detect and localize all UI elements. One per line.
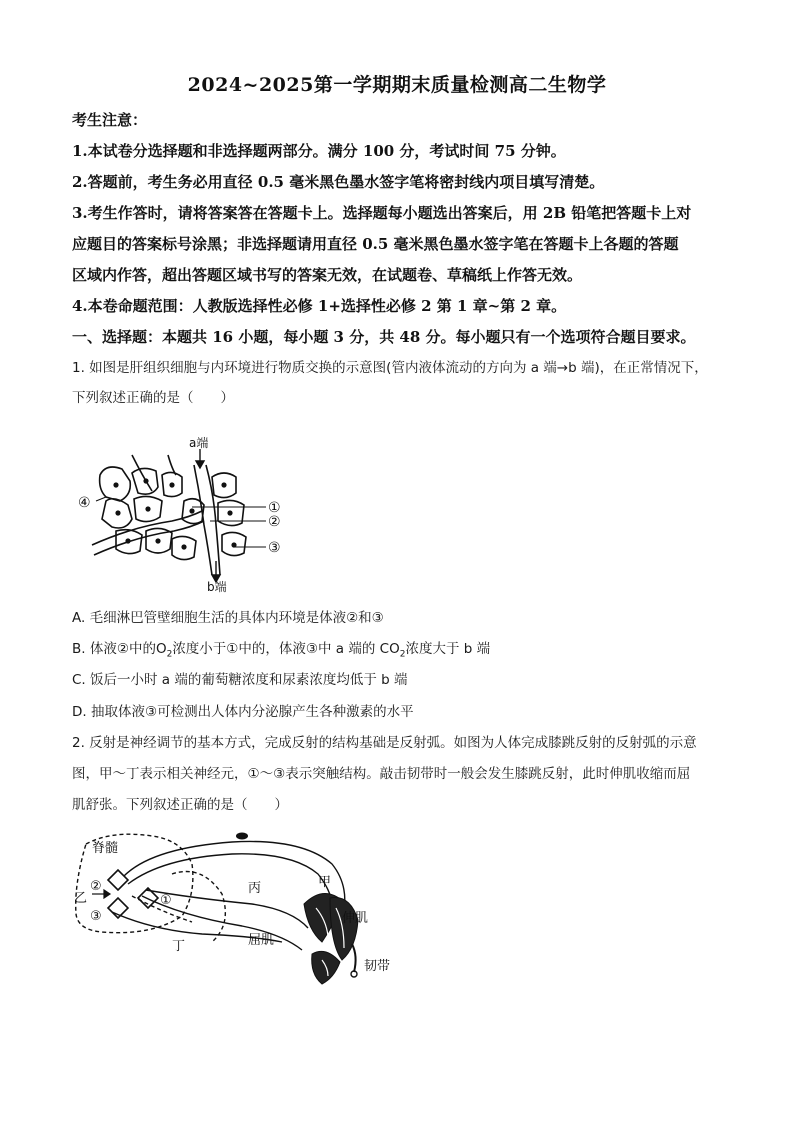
label-extensor: 伸肌 (342, 911, 369, 926)
notice-item-2: 2.答题前，考生务必用直径 0.5 毫米黑色墨水签字笔将密封线内项目填写清楚。 (72, 173, 605, 191)
label-a-end: a端 (189, 436, 209, 450)
notice-item-3-cont: 应题目的答案标号涂黑；非选择题请用直径 0.5 毫米黑色墨水签字笔在答题卡上各题的答题 (72, 235, 679, 253)
notice-item-3-cont2: 区域内作答，超出答题区域书写的答案无效，在试题卷、草稿纸上作答无效。 (72, 266, 583, 284)
label-neuron-bing: 丙 (248, 881, 262, 896)
label-3: ③ (268, 540, 281, 556)
section-heading: 一、选择题：本题共 16 小题，每小题 3 分，共 48 分。每小题只有一个选项符合题目要求。 (72, 328, 696, 346)
q1-option-b: B. 体液②中的$O_2$浓度小于①中的，体液③中 a 端的 $CO_2$浓度大于 b 端 (72, 641, 491, 660)
notice-heading: 考生注意： (72, 111, 148, 129)
label-neuron-ding: 丁 (172, 939, 186, 954)
label-2: ② (268, 514, 281, 530)
q2-stem-line1: 2. 反射是神经调节的基本方式，完成反射的结构基础是反射弧。如图为人体完成膝跳反射的反射弧的示意 (72, 735, 697, 751)
notice-item-1: 1.本试卷分选择题和非选择题两部分。满分 100 分，考试时间 75 分钟。 (72, 142, 566, 160)
label-neuron-yi: 乙 (74, 891, 88, 906)
q1-stem-line1: 1. 如图是肝组织细胞与内环境进行物质交换的示意图(管内液体流动的方向为 a 端→b 端)，在正常情况下， (72, 360, 708, 376)
label-flexor: 屈肌 (248, 933, 275, 948)
q2-stem-line3: 肌舒张。下列叙述正确的是（ ） (72, 797, 288, 813)
q1-stem-line2: 下列叙述正确的是（ ） (72, 390, 234, 406)
label-neuron-jia: 甲 (318, 875, 332, 890)
notice-item-3: 3.考生作答时，请将答案答在答题卡上。选择题每小题选出答案后，用 2B 铅笔把答题卡上对 (72, 204, 692, 222)
label-spinal-cord: 脊髓 (92, 841, 119, 856)
label-1: ① (268, 500, 281, 516)
label-synapse-2: ② (90, 879, 102, 894)
label-synapse-1: ① (160, 893, 172, 908)
label-4: ④ (78, 495, 91, 511)
label-b-end: b端 (207, 580, 227, 594)
q1-figure-liver-tissue (72, 435, 302, 595)
label-ligament: 韧带 (364, 959, 391, 974)
q1-option-a: A. 毛细淋巴管壁细胞生活的具体内环境是体液②和③ (72, 610, 384, 626)
q2-figure-reflex-arc (72, 824, 402, 1004)
q1-option-c: C. 饭后一小时 a 端的葡萄糖浓度和尿素浓度均低于 b 端 (72, 672, 408, 688)
q1-option-d: D. 抽取体液③可检测出人体内分泌腺产生各种激素的水平 (72, 704, 414, 720)
label-synapse-3: ③ (90, 909, 102, 924)
notice-item-4: 4.本卷命题范围：人教版选择性必修 1+选择性必修 2 第 1 章~第 2 章。 (72, 297, 567, 315)
page-title: 2024~2025第一学期期末质量检测高二生物学 (187, 74, 607, 96)
q2-stem-line2: 图，甲～丁表示相关神经元，①～③表示突触结构。敲击韧带时一般会发生膝跳反射，此时伸肌收缩而屈 (72, 766, 691, 782)
